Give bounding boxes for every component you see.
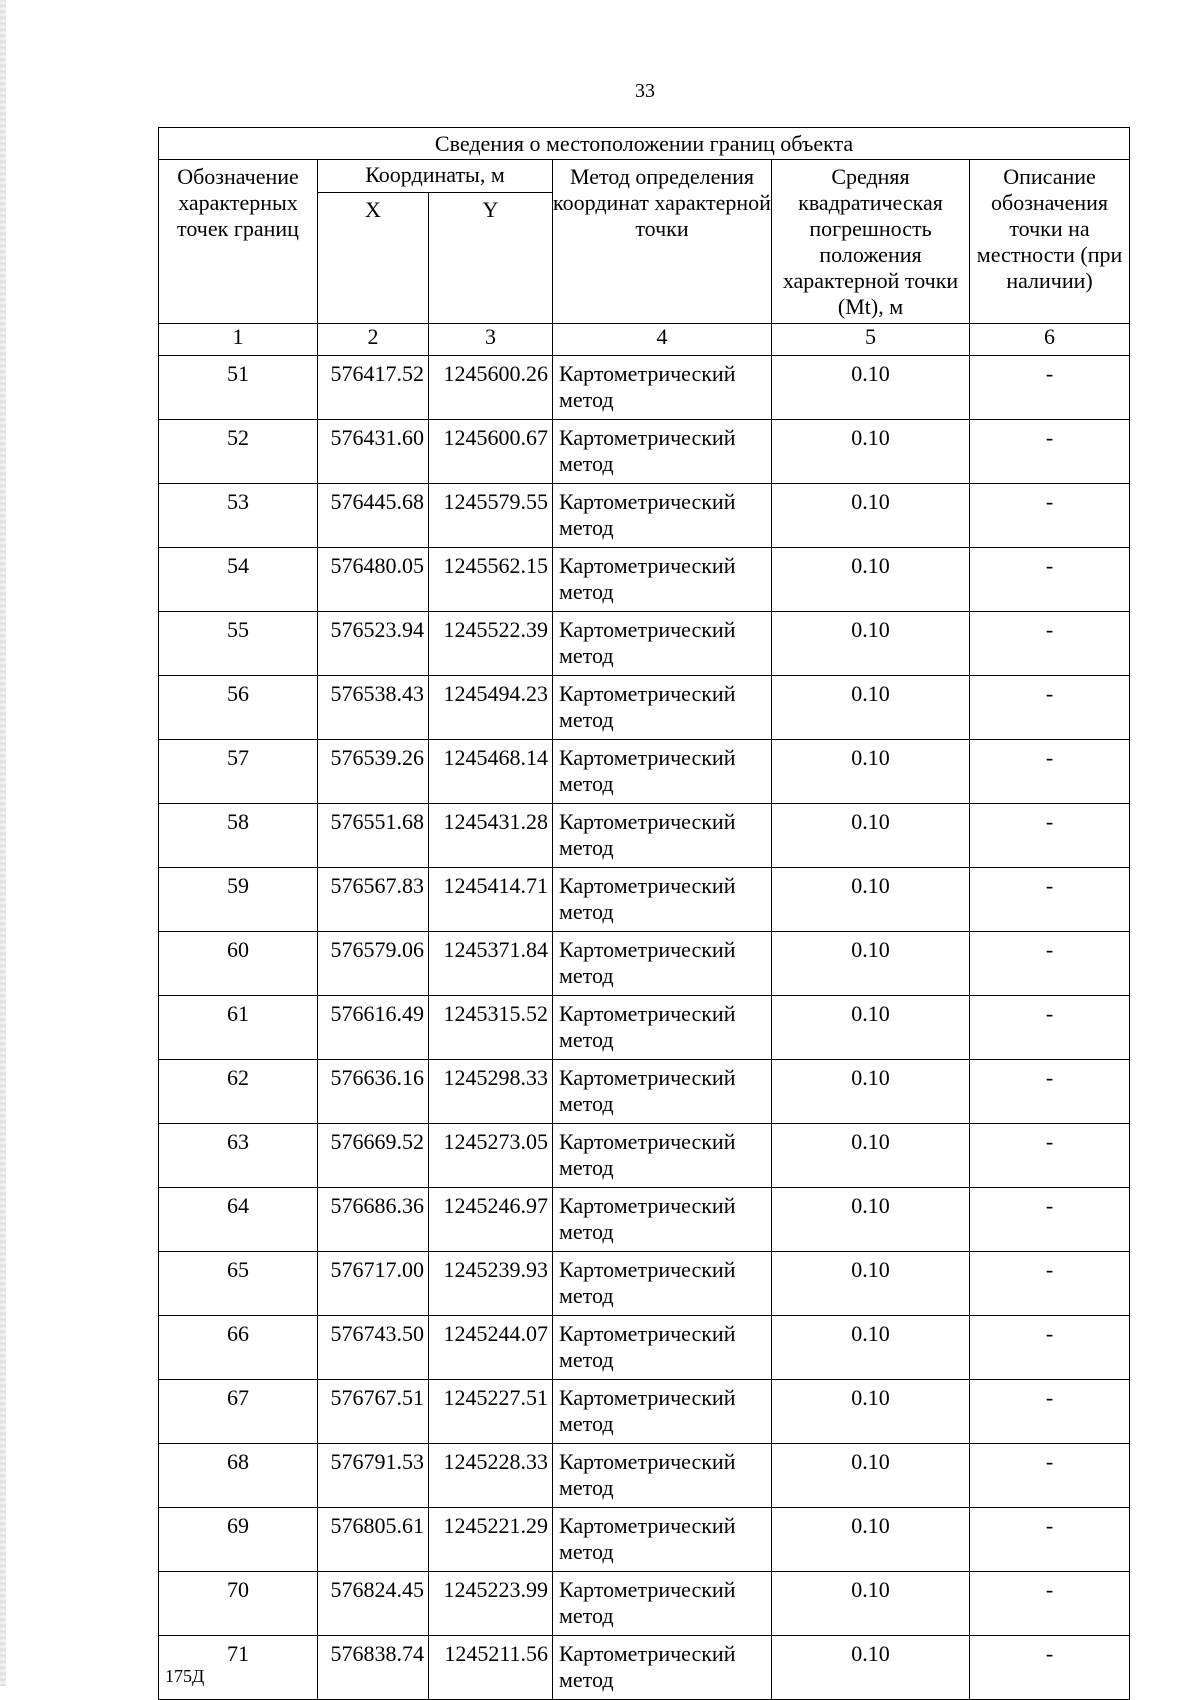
column-number: 1 <box>159 324 318 356</box>
table-row <box>159 868 1130 932</box>
table-row <box>159 1572 1130 1636</box>
x-coordinate-cell: 576480.05 <box>318 548 429 612</box>
table-caption: Сведения о местоположении границ объекта <box>159 128 1130 160</box>
y-coordinate-cell: 1245211.56 <box>429 1636 553 1700</box>
column-number: 2 <box>318 324 429 356</box>
x-coordinate-cell: 576431.60 <box>318 420 429 484</box>
method-cell: Картометрический метод <box>553 356 772 420</box>
description-cell: - <box>970 804 1130 868</box>
x-coordinate-cell: 576616.49 <box>318 996 429 1060</box>
point-number-cell: 61 <box>159 996 318 1060</box>
description-cell: - <box>970 740 1130 804</box>
x-coordinate-cell: 576538.43 <box>318 676 429 740</box>
header-row-1 <box>159 160 1130 193</box>
method-cell: Картометрический метод <box>553 1380 772 1444</box>
column-numbers-row <box>159 324 1130 356</box>
column-number: 4 <box>553 324 772 356</box>
description-cell: - <box>970 1124 1130 1188</box>
y-coordinate-cell: 1245600.26 <box>429 356 553 420</box>
description-cell: - <box>970 1444 1130 1508</box>
error-cell: 0.10 <box>772 1124 970 1188</box>
method-cell: Картометрический метод <box>553 1060 772 1124</box>
table-row <box>159 1380 1130 1444</box>
point-number-cell: 51 <box>159 356 318 420</box>
table-row <box>159 1124 1130 1188</box>
footer-code: 175Д <box>165 1666 205 1686</box>
point-number-cell: 52 <box>159 420 318 484</box>
point-number-cell: 71 <box>159 1636 318 1700</box>
header-description: Описание обозначения точки на местности (при наличии) <box>970 160 1130 324</box>
description-cell: - <box>970 932 1130 996</box>
error-cell: 0.10 <box>772 356 970 420</box>
error-cell: 0.10 <box>772 996 970 1060</box>
y-coordinate-cell: 1245246.97 <box>429 1188 553 1252</box>
method-cell: Картометрический метод <box>553 1252 772 1316</box>
x-coordinate-cell: 576717.00 <box>318 1252 429 1316</box>
description-cell: - <box>970 484 1130 548</box>
point-number-cell: 63 <box>159 1124 318 1188</box>
method-cell: Картометрический метод <box>553 1636 772 1700</box>
point-number-cell: 62 <box>159 1060 318 1124</box>
description-cell: - <box>970 1252 1130 1316</box>
error-cell: 0.10 <box>772 740 970 804</box>
x-coordinate-cell: 576686.36 <box>318 1188 429 1252</box>
point-number-cell: 68 <box>159 1444 318 1508</box>
table-row <box>159 1188 1130 1252</box>
method-cell: Картометрический метод <box>553 1124 772 1188</box>
table-row <box>159 356 1130 420</box>
method-cell: Картометрический метод <box>553 1572 772 1636</box>
x-coordinate-cell: 576743.50 <box>318 1316 429 1380</box>
table-row <box>159 1252 1130 1316</box>
table-row <box>159 740 1130 804</box>
method-cell: Картометрический метод <box>553 1316 772 1380</box>
point-number-cell: 53 <box>159 484 318 548</box>
column-number: 6 <box>970 324 1130 356</box>
x-coordinate-cell: 576445.68 <box>318 484 429 548</box>
error-cell: 0.10 <box>772 1572 970 1636</box>
point-number-cell: 67 <box>159 1380 318 1444</box>
x-coordinate-cell: 576551.68 <box>318 804 429 868</box>
method-cell: Картометрический метод <box>553 996 772 1060</box>
table-row <box>159 1444 1130 1508</box>
error-cell: 0.10 <box>772 1444 970 1508</box>
y-coordinate-cell: 1245244.07 <box>429 1316 553 1380</box>
description-cell: - <box>970 1188 1130 1252</box>
y-coordinate-cell: 1245227.51 <box>429 1380 553 1444</box>
x-coordinate-cell: 576838.74 <box>318 1636 429 1700</box>
method-cell: Картометрический метод <box>553 612 772 676</box>
point-number-cell: 65 <box>159 1252 318 1316</box>
method-cell: Картометрический метод <box>553 932 772 996</box>
error-cell: 0.10 <box>772 868 970 932</box>
error-cell: 0.10 <box>772 804 970 868</box>
method-cell: Картометрический метод <box>553 868 772 932</box>
header-point: Обозначение характерных точек границ <box>159 160 318 324</box>
header-x: X <box>318 193 429 324</box>
method-cell: Картометрический метод <box>553 1444 772 1508</box>
header-y: Y <box>429 193 553 324</box>
y-coordinate-cell: 1245431.28 <box>429 804 553 868</box>
table-row <box>159 804 1130 868</box>
y-coordinate-cell: 1245273.05 <box>429 1124 553 1188</box>
y-coordinate-cell: 1245562.15 <box>429 548 553 612</box>
error-cell: 0.10 <box>772 676 970 740</box>
y-coordinate-cell: 1245579.55 <box>429 484 553 548</box>
error-cell: 0.10 <box>772 932 970 996</box>
error-cell: 0.10 <box>772 1380 970 1444</box>
table-row <box>159 676 1130 740</box>
table-row <box>159 548 1130 612</box>
method-cell: Картометрический метод <box>553 420 772 484</box>
method-cell: Картометрический метод <box>553 1508 772 1572</box>
table-caption-row <box>159 128 1130 160</box>
point-number-cell: 66 <box>159 1316 318 1380</box>
page-number: 33 <box>635 80 655 102</box>
y-coordinate-cell: 1245522.39 <box>429 612 553 676</box>
y-coordinate-cell: 1245239.93 <box>429 1252 553 1316</box>
method-cell: Картометрический метод <box>553 484 772 548</box>
y-coordinate-cell: 1245414.71 <box>429 868 553 932</box>
method-cell: Картометрический метод <box>553 804 772 868</box>
point-number-cell: 54 <box>159 548 318 612</box>
y-coordinate-cell: 1245298.33 <box>429 1060 553 1124</box>
description-cell: - <box>970 420 1130 484</box>
point-number-cell: 57 <box>159 740 318 804</box>
method-cell: Картометрический метод <box>553 1188 772 1252</box>
x-coordinate-cell: 576767.51 <box>318 1380 429 1444</box>
point-number-cell: 55 <box>159 612 318 676</box>
x-coordinate-cell: 576523.94 <box>318 612 429 676</box>
description-cell: - <box>970 868 1130 932</box>
method-cell: Картометрический метод <box>553 676 772 740</box>
y-coordinate-cell: 1245228.33 <box>429 1444 553 1508</box>
description-cell: - <box>970 1572 1130 1636</box>
header-method: Метод определения координат характерной точки <box>553 160 772 324</box>
x-coordinate-cell: 576791.53 <box>318 1444 429 1508</box>
point-number-cell: 56 <box>159 676 318 740</box>
description-cell: - <box>970 676 1130 740</box>
column-number: 5 <box>772 324 970 356</box>
description-cell: - <box>970 1380 1130 1444</box>
x-coordinate-cell: 576417.52 <box>318 356 429 420</box>
table-row <box>159 1636 1130 1700</box>
x-coordinate-cell: 576824.45 <box>318 1572 429 1636</box>
x-coordinate-cell: 576636.16 <box>318 1060 429 1124</box>
table-row <box>159 484 1130 548</box>
point-number-cell: 70 <box>159 1572 318 1636</box>
error-cell: 0.10 <box>772 1060 970 1124</box>
description-cell: - <box>970 356 1130 420</box>
table-row <box>159 1508 1130 1572</box>
y-coordinate-cell: 1245494.23 <box>429 676 553 740</box>
point-number-cell: 64 <box>159 1188 318 1252</box>
description-cell: - <box>970 612 1130 676</box>
x-coordinate-cell: 576579.06 <box>318 932 429 996</box>
error-cell: 0.10 <box>772 1508 970 1572</box>
method-cell: Картометрический метод <box>553 548 772 612</box>
error-cell: 0.10 <box>772 1252 970 1316</box>
description-cell: - <box>970 548 1130 612</box>
error-cell: 0.10 <box>772 548 970 612</box>
description-cell: - <box>970 1060 1130 1124</box>
description-cell: - <box>970 1316 1130 1380</box>
header-error: Средняя квадратическая погрешность положения характерной точки (Mt), м <box>772 160 970 324</box>
error-cell: 0.10 <box>772 612 970 676</box>
column-number: 3 <box>429 324 553 356</box>
y-coordinate-cell: 1245371.84 <box>429 932 553 996</box>
boundary-points-table <box>158 127 1130 1700</box>
table-row <box>159 612 1130 676</box>
scan-edge <box>0 0 6 1686</box>
x-coordinate-cell: 576669.52 <box>318 1124 429 1188</box>
error-cell: 0.10 <box>772 484 970 548</box>
y-coordinate-cell: 1245315.52 <box>429 996 553 1060</box>
description-cell: - <box>970 1636 1130 1700</box>
description-cell: - <box>970 1508 1130 1572</box>
error-cell: 0.10 <box>772 1188 970 1252</box>
method-cell: Картометрический метод <box>553 740 772 804</box>
table-row <box>159 932 1130 996</box>
point-number-cell: 69 <box>159 1508 318 1572</box>
y-coordinate-cell: 1245468.14 <box>429 740 553 804</box>
point-number-cell: 58 <box>159 804 318 868</box>
point-number-cell: 59 <box>159 868 318 932</box>
table-row <box>159 996 1130 1060</box>
description-cell: - <box>970 996 1130 1060</box>
y-coordinate-cell: 1245221.29 <box>429 1508 553 1572</box>
error-cell: 0.10 <box>772 1636 970 1700</box>
error-cell: 0.10 <box>772 1316 970 1380</box>
table-row <box>159 420 1130 484</box>
x-coordinate-cell: 576567.83 <box>318 868 429 932</box>
x-coordinate-cell: 576805.61 <box>318 1508 429 1572</box>
error-cell: 0.10 <box>772 420 970 484</box>
y-coordinate-cell: 1245600.67 <box>429 420 553 484</box>
header-coordinates: Координаты, м <box>318 160 553 193</box>
table-row <box>159 1060 1130 1124</box>
table-row <box>159 1316 1130 1380</box>
point-number-cell: 60 <box>159 932 318 996</box>
y-coordinate-cell: 1245223.99 <box>429 1572 553 1636</box>
x-coordinate-cell: 576539.26 <box>318 740 429 804</box>
